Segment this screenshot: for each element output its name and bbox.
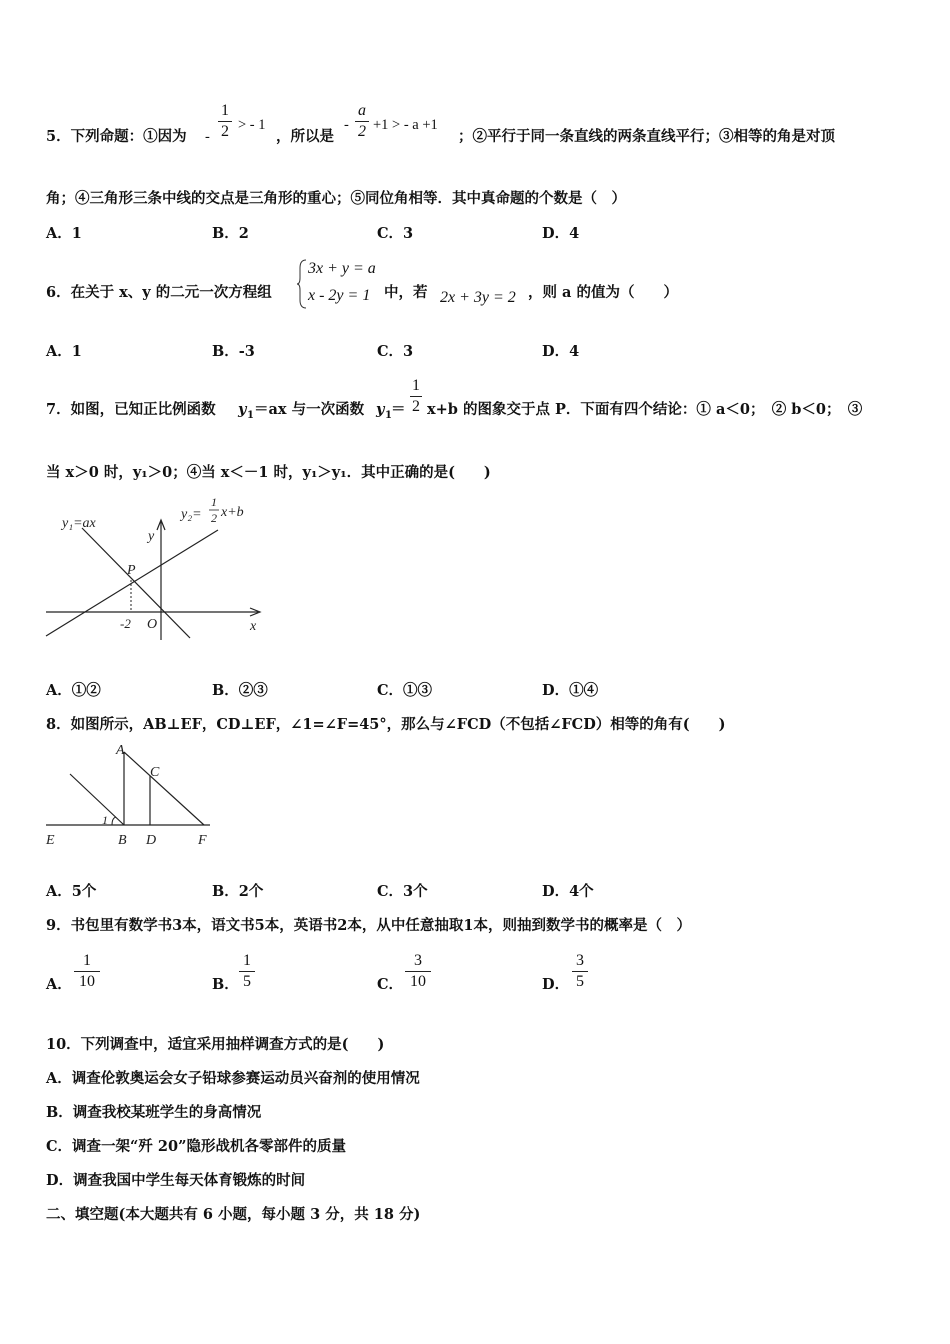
q6-text-b: 中，若 xyxy=(384,284,428,301)
q8-label-d: D xyxy=(146,833,157,848)
q10-option-b[interactable]: B．调查我校某班学生的身高情况 xyxy=(46,1104,262,1121)
q8-label-e: E xyxy=(46,833,55,848)
q6-option-b[interactable]: B．-3 xyxy=(212,343,255,360)
q7-y1b: y xyxy=(376,401,385,418)
q7-label-y2-num: 1 xyxy=(211,495,217,509)
q6-equation-1: 3x + y = a xyxy=(308,260,376,277)
q5-option-c[interactable]: C．3 xyxy=(377,225,414,242)
q5-expr2-fraction: a 2 xyxy=(355,102,369,141)
q5-option-d[interactable]: D．4 xyxy=(542,225,580,242)
q7-text-b: ＝ax 与一次函数 xyxy=(254,401,365,418)
q9-option-b-label: B． xyxy=(212,976,239,993)
q7-label-y2: y₂= xyxy=(181,507,202,522)
q10-option-c[interactable]: C．调查一架“歼 20”隐形战机各零部件的质量 xyxy=(46,1138,346,1155)
q7-y1a: y xyxy=(238,401,247,418)
section-2-heading: 二、填空题(本大题共有 6 小题，每小题 3 分，共 18 分) xyxy=(46,1206,421,1223)
q7-label-y1: y₁=ax xyxy=(62,516,96,531)
q10-text: 10．下列调查中，适宜采用抽样调查方式的是( ) xyxy=(46,1036,385,1053)
q8-segment-af xyxy=(124,752,204,825)
q5-text-b: ，所以是 xyxy=(276,128,334,145)
q7-option-c[interactable]: C．①③ xyxy=(377,682,433,699)
q7-tick: -2 xyxy=(120,616,131,631)
q5-text-a: 5．下列命题：①因为 xyxy=(46,128,187,145)
q7-sub1b: 1 xyxy=(385,410,392,421)
q5-option-b[interactable]: B．2 xyxy=(212,225,249,242)
q6-brace xyxy=(296,258,308,310)
q8-label-b: B xyxy=(118,833,127,848)
q7-text-c: ＝ xyxy=(391,401,406,418)
q7-label-y2-rest: x+b xyxy=(221,505,244,520)
q6-text-c: ，则 a 的值为（ ） xyxy=(528,284,678,301)
q7-fraction: 1 2 xyxy=(412,377,420,415)
q7-text-d: x+b 的图象交于点 P．下面有四个结论：① a＜0； ② b＜0； ③ xyxy=(427,401,863,418)
q5-expr1-fraction: 1 2 xyxy=(218,102,232,141)
q8-option-b[interactable]: B．2个 xyxy=(212,883,264,900)
q9-option-c-fraction: 3 10 xyxy=(405,952,431,991)
q8-option-c[interactable]: C．3个 xyxy=(377,883,428,900)
q7-option-a[interactable]: A．①② xyxy=(46,682,101,699)
q9-option-b-fraction: 1 5 xyxy=(239,952,255,991)
q5-expr1-rest: > - 1 xyxy=(238,117,266,133)
q7-option-d[interactable]: D．①④ xyxy=(542,682,599,699)
q9-option-a-fraction: 1 10 xyxy=(74,952,100,991)
q10-option-a[interactable]: A．调查伦敦奥运会女子铅球参赛运动员兴奋剂的使用情况 xyxy=(46,1070,420,1087)
q9-option-d-label: D． xyxy=(542,976,570,993)
q5-line2: 角；④三角形三条中线的交点是三角形的重心；⑤同位角相等．其中真命题的个数是（ ） xyxy=(46,190,626,207)
q5-option-a[interactable]: A．1 xyxy=(46,225,82,242)
q7-axis-x-label: x xyxy=(250,619,257,634)
q6-option-a[interactable]: A．1 xyxy=(46,343,82,360)
q8-label-a: A xyxy=(116,743,125,758)
q9-option-d-fraction: 3 5 xyxy=(572,952,588,991)
q7-label-y2-den: 2 xyxy=(211,511,217,525)
q8-label-angle1: 1 xyxy=(102,813,108,827)
q7-text-a: 7．如图，已知正比例函数 xyxy=(46,401,216,418)
q5-expr2-rest: +1 > - a +1 xyxy=(373,117,438,133)
q7-axis-y-label: y xyxy=(148,529,155,544)
q8-figure xyxy=(40,738,230,853)
q7-point-p: P xyxy=(127,563,136,578)
q9-option-a-label: A． xyxy=(46,976,72,993)
q9-text: 9．书包里有数学书3本，语文书5本，英语书2本，从中任意抽取1本，则抽到数学书的概率是（ ） xyxy=(46,917,691,934)
q6-option-c[interactable]: C．3 xyxy=(377,343,414,360)
q6-text-a: 6．在关于 x、y 的二元一次方程组 xyxy=(46,284,272,301)
q5-text-c: ；②平行于同一条直线的两条直线平行；③相等的角是对顶 xyxy=(458,128,835,145)
q7-origin: O xyxy=(147,617,158,632)
q9-option-c-label: C． xyxy=(377,976,404,993)
q7-option-b[interactable]: B．②③ xyxy=(212,682,268,699)
q7-figure xyxy=(40,490,270,650)
q8-option-d[interactable]: D．4个 xyxy=(542,883,594,900)
q5-expr2-prefix: - xyxy=(344,117,349,133)
q8-label-f: F xyxy=(198,833,207,848)
q7-line-y2 xyxy=(46,530,218,636)
q8-angle-arc xyxy=(112,817,116,825)
q8-option-a[interactable]: A．5个 xyxy=(46,883,97,900)
q6-condition: 2x + 3y = 2 xyxy=(440,289,516,306)
q10-option-d[interactable]: D．调查我国中学生每天体育锻炼的时间 xyxy=(46,1172,306,1189)
q8-label-c: C xyxy=(150,765,160,780)
q5-expr1-prefix: - xyxy=(205,129,210,145)
q7-sub1a: 1 xyxy=(247,410,254,421)
q8-text: 8．如图所示，AB⊥EF，CD⊥EF，∠1=∠F=45°，那么与∠FCD（不包括∠FCD）相等的角有( ) xyxy=(46,716,726,733)
q6-option-d[interactable]: D．4 xyxy=(542,343,580,360)
q7-line2: 当 x＞0 时，y₁＞0；④当 x＜－1 时，y₁＞y₁．其中正确的是( ) xyxy=(46,464,491,481)
q6-equation-2: x - 2y = 1 xyxy=(308,287,371,304)
q7-line-y1 xyxy=(82,528,190,638)
